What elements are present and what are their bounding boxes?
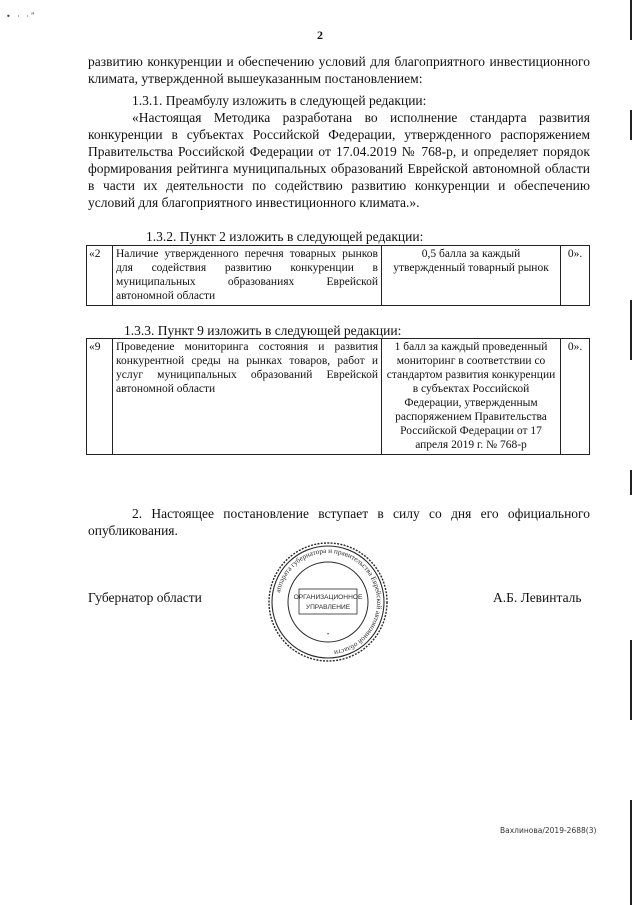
amendment-table-item-2	[86, 245, 590, 306]
intro-paragraph: развитию конкуренции и обеспечению условий для благоприятного инвестиционного климата, утвержденной вышеуказанным постановлением:	[88, 54, 590, 86]
table-cell-description: Наличие утвержденного перечня товарных рынков для содействия развитию конкуренции в муниципальных образованиях Еврейской автономной области	[113, 246, 382, 306]
preamble-quote: «Настоящая Методика разработана во исполнение стандарта развития конкуренции в субъектах Российской Федерации, утвержденного распоряжением Правительства Российской Федерации от 17.04.2019 № 768-р, и определяет порядок формирования рейтинга муниципальных образований Еврейской автономной области в части их деятельности по содействию развитию конкуренции и обеспечению условий для благоприятного инвестиционного климата.».	[88, 110, 590, 210]
seal-stamp	[266, 540, 390, 664]
table-row	[87, 339, 590, 455]
seal-star-mark: •	[326, 632, 330, 638]
final-paragraph: 2. Настоящее постановление вступает в силу со дня его официального опубликования.	[88, 506, 590, 538]
item-1-3-2: 1.3.2. Пункт 2 изложить в следующей редакции:	[146, 229, 424, 244]
table-cell-number: «2	[87, 246, 113, 306]
signature-name: А.Б. Левинталь	[493, 590, 582, 605]
page-number: 2	[317, 28, 323, 42]
table-cell-description: Проведение мониторинга состояния и развития конкурентной среды на рынках товаров, работ и услуг муниципальных образований Еврейской автономной области	[113, 339, 382, 455]
document-reference: Вахлинова/2019-2688(3)	[500, 826, 597, 835]
table-cell-closing: 0».	[561, 339, 590, 455]
signature-position: Губернатор области	[88, 590, 202, 605]
scan-noise: • · ·ʺ	[6, 12, 37, 21]
table-cell-closing: 0».	[561, 246, 590, 306]
scan-edge-mark	[630, 0, 632, 905]
table-row	[87, 246, 590, 306]
seal-center-line-2: УПРАВЛЕНИЕ	[305, 604, 351, 611]
table-cell-value: 1 балл за каждый проведенный мониторинг в соответствии со стандартом развития конкуренции в субъектах Российской Федерации, утвержденным распоряжением Правительства Российской Федерации от 17 апреля 2019 г. № 768-р	[382, 339, 561, 455]
seal-ring-text: аппарата губернатора и правительства Еврейской автономной области	[273, 546, 384, 657]
item-1-3-3: 1.3.3. Пункт 9 изложить в следующей редакции:	[124, 323, 402, 338]
amendment-table-item-9	[86, 338, 590, 455]
table-cell-value: 0,5 балла за каждый утвержденный товарный рынок	[382, 246, 561, 306]
item-1-3-1: 1.3.1. Преамбулу изложить в следующей редакции:	[132, 93, 427, 108]
seal-center-line-1: ОРГАНИЗАЦИОННОЕ	[293, 594, 363, 601]
table-cell-number: «9	[87, 339, 113, 455]
